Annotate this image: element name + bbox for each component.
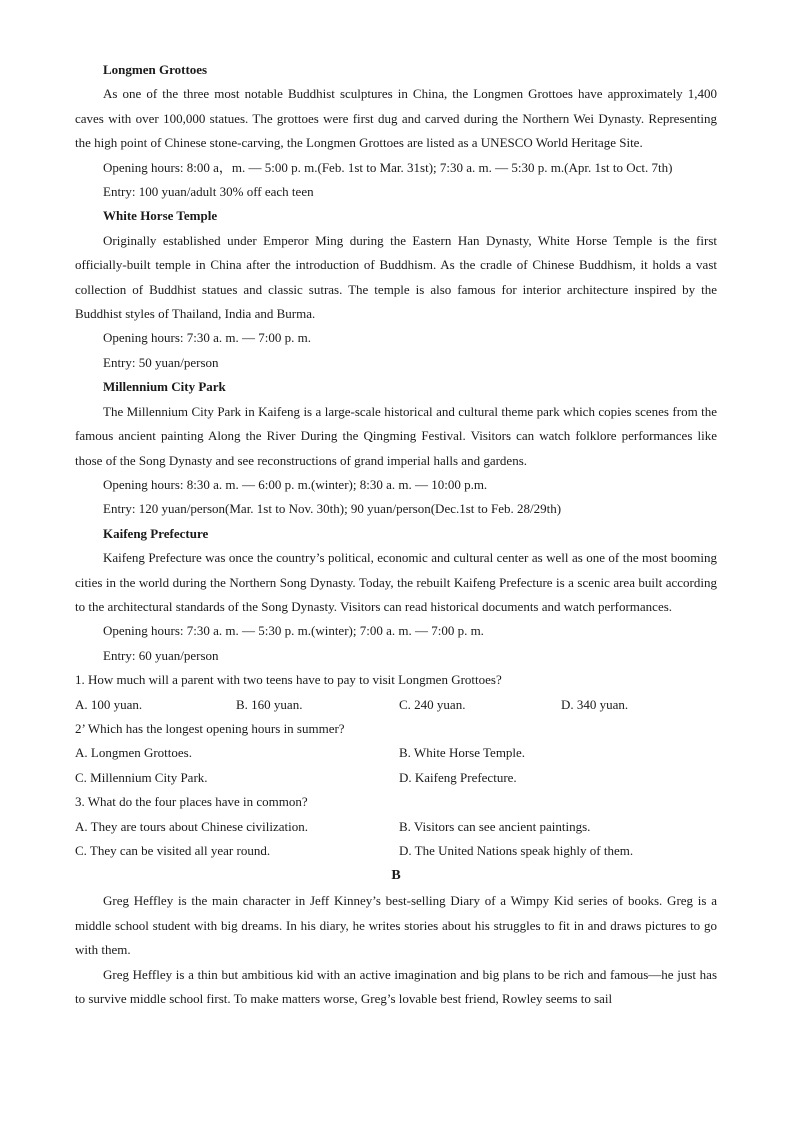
section-label: B xyxy=(391,868,401,884)
question-stem: 3. What do the four places have in common? xyxy=(75,794,308,810)
option-a: A. 100 yuan. xyxy=(75,696,143,712)
attraction-hours: Opening hours: 8:00 a，m. — 5:00 p. m.(Feb. 1st to Mar. 31st); 7:30 a. m. — 5:30 p. m.(Apr. 1st to Oct. 7th) xyxy=(103,159,673,175)
attraction-description: Originally established under Emperor Ming during the Eastern Han Dynasty, White Horse Temple is the first officially-built temple in China after the introduction of Buddhism. As the cradle of Chinese Buddhism, it holds a vast collection of Buddhist statues and classic sutras. The temple is also famous for interior architecture inspired by the Buddhist styles of Thailand, India and Burma. xyxy=(75,232,717,322)
answer-options xyxy=(75,815,717,864)
attraction-description: The Millennium City Park in Kaifeng is a large-scale historical and cultural theme park which copies scenes from the famous ancient painting Along the River During the Qingming Festival. Visitors can watch folklore performances like those of the Song Dynasty and see reconstructions of grand imperial halls and gardens. xyxy=(75,403,717,468)
attraction-description: Kaifeng Prefecture was once the country’s political, economic and cultural center as well as one of the most booming cities in the world during the Northern Song Dynasty. Today, the rebuilt Kaifeng Prefecture is a scenic area built according to the architectural standards of the Song Dynasty. Visitors can read historical documents and watch performances. xyxy=(75,550,717,614)
answer-options xyxy=(75,741,717,790)
attraction-title: Kaifeng Prefecture xyxy=(103,525,209,541)
attraction-title: White Horse Temple xyxy=(103,208,218,224)
option-c: C. 240 yuan. xyxy=(399,696,466,712)
passage-paragraph: Greg Heffley is a thin but ambitious kid with an active imagination and big plans to be rich and famous—he just has to survive middle school first. To make matters worse, Greg’s lovable best friend, Rowley seems to sail xyxy=(75,966,717,1007)
attraction-millennium xyxy=(75,375,717,521)
option-a: A. Longmen Grottoes. xyxy=(75,745,192,761)
attraction-hours: Opening hours: 7:30 a. m. — 5:30 p. m.(winter); 7:00 a. m. — 7:00 p. m. xyxy=(103,623,484,639)
option-b: B. Visitors can see ancient paintings. xyxy=(399,818,591,834)
question-2 xyxy=(75,717,717,790)
attraction-entry: Entry: 60 yuan/person xyxy=(103,647,219,663)
passage-paragraph: Greg Heffley is the main character in Jeff Kinney’s best-selling Diary of a Wimpy Kid series of books. Greg is a middle school student with big dreams. In his diary, he writes stories about his struggles to fit in and draws pictures to go with them. xyxy=(75,893,717,958)
question-3 xyxy=(75,790,717,863)
attraction-kaifeng xyxy=(75,522,717,668)
option-b: B. White Horse Temple. xyxy=(399,745,526,761)
attraction-longmen xyxy=(75,58,717,204)
question-1 xyxy=(75,668,717,717)
document-page xyxy=(75,58,717,1011)
option-d: D. Kaifeng Prefecture. xyxy=(399,769,517,785)
option-c: C. They can be visited all year round. xyxy=(75,843,271,858)
attraction-entry: Entry: 50 yuan/person xyxy=(103,354,219,370)
attraction-title: Millennium City Park xyxy=(103,379,226,395)
attraction-entry: Entry: 100 yuan/adult 30% off each teen xyxy=(103,184,314,200)
option-b: B. 160 yuan. xyxy=(236,696,303,712)
attraction-title: Longmen Grottoes xyxy=(103,62,208,77)
attraction-entry: Entry: 120 yuan/person(Mar. 1st to Nov. 30th); 90 yuan/person(Dec.1st to Feb. 28/29th) xyxy=(103,501,562,517)
question-stem: 2’ Which has the longest opening hours in summer? xyxy=(75,720,345,736)
option-d: D. 340 yuan. xyxy=(561,696,629,712)
attraction-white-horse xyxy=(75,204,717,375)
attraction-description: As one of the three most notable Buddhist sculptures in China, the Longmen Grottoes have approximately 1,400 caves with over 100,000 statues. The grottoes were first dug and carved during the Northern Wei Dynasty. Representing the high point of Chinese stone-carving, the Longmen Grottoes are listed as a UNESCO World Heritage Site. xyxy=(75,86,717,151)
answer-options xyxy=(75,693,717,717)
attraction-hours: Opening hours: 7:30 a. m. — 7:00 p. m. xyxy=(103,330,311,346)
option-d: D. The United Nations speak highly of them. xyxy=(399,843,634,858)
option-a: A. They are tours about Chinese civilization. xyxy=(75,818,308,834)
option-c: C. Millennium City Park. xyxy=(75,769,208,785)
attraction-hours: Opening hours: 8:30 a. m. — 6:00 p. m.(winter); 8:30 a. m. — 10:00 p.m. xyxy=(103,476,488,492)
question-stem: 1. How much will a parent with two teens have to pay to visit Longmen Grottoes? xyxy=(75,672,502,688)
